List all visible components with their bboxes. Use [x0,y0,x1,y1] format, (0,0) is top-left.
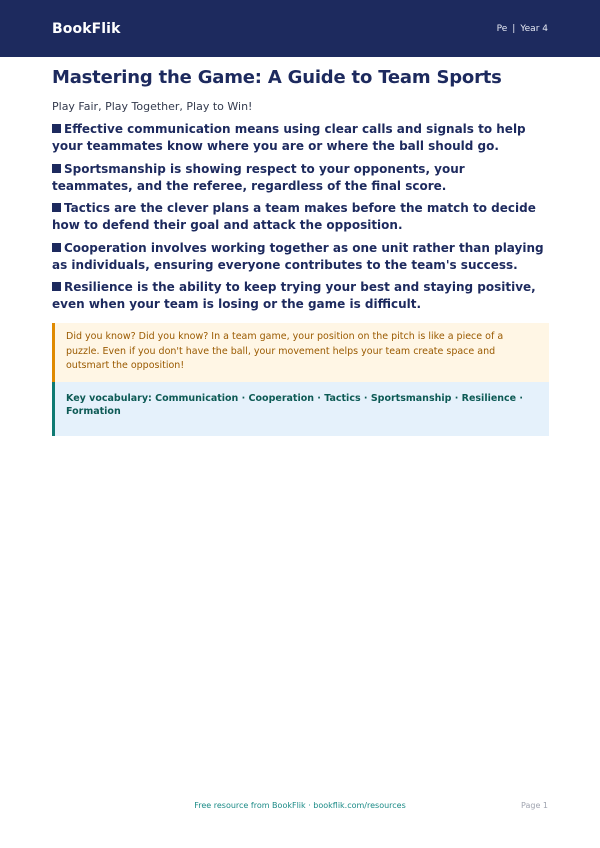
square-bullet-icon [52,243,61,252]
did-you-know-box: Did you know? Did you know? In a team game, your position on the pitch is like a piece of a puzzle. Even if you don't have the ball, your movement helps your team create space and outsmart the opposition! [55,323,549,382]
page-title: Mastering the Game: A Guide to Team Sports [52,67,502,88]
footer-resource-link[interactable]: Free resource from BookFlik · bookflik.com/resources [194,801,406,810]
key-points-list [52,121,549,313]
brand-logo-text[interactable]: BookFlik [52,20,121,37]
page-subtitle: Play Fair, Play Together, Play to Win! [52,100,253,113]
key-point-communication [52,121,549,155]
top-banner [0,0,600,57]
subject-label: Pe [496,23,508,34]
square-bullet-icon [52,164,61,173]
key-point-text: Resilience is the ability to keep trying your best and staying positive, even when your team is losing or the game is difficult. [52,280,536,311]
key-point-text: Sportsmanship is showing respect to your opponents, your teammates, and the referee, regardless of the final score. [52,161,465,193]
square-bullet-icon [52,282,61,291]
year-label: Year 4 [520,23,548,34]
subject-year-label [497,24,548,34]
page-number: Page 1 [521,801,548,810]
key-point-resilience [52,279,549,313]
key-vocabulary-box: Key vocabulary: Communication · Cooperation · Tactics · Sportsmanship · Resilience · Formation [52,382,549,436]
key-point-sportsmanship [52,161,549,195]
worksheet-content [52,67,549,436]
key-point-text: Effective communication means using clear calls and signals to help your teammates know where you are or where the ball should go. [52,122,526,153]
square-bullet-icon [52,203,61,212]
key-point-text: Tactics are the clever plans a team makes before the match to decide how to defend their goal and attack the opposition. [52,201,536,232]
info-callout [52,323,549,436]
key-point-tactics [52,200,549,234]
page-footer [0,801,600,815]
meta-separator: | [512,23,516,34]
key-point-cooperation [52,240,549,274]
square-bullet-icon [52,124,61,133]
key-point-text: Cooperation involves working together as one unit rather than playing as individuals, ensuring everyone contributes to the team's success. [52,240,544,272]
